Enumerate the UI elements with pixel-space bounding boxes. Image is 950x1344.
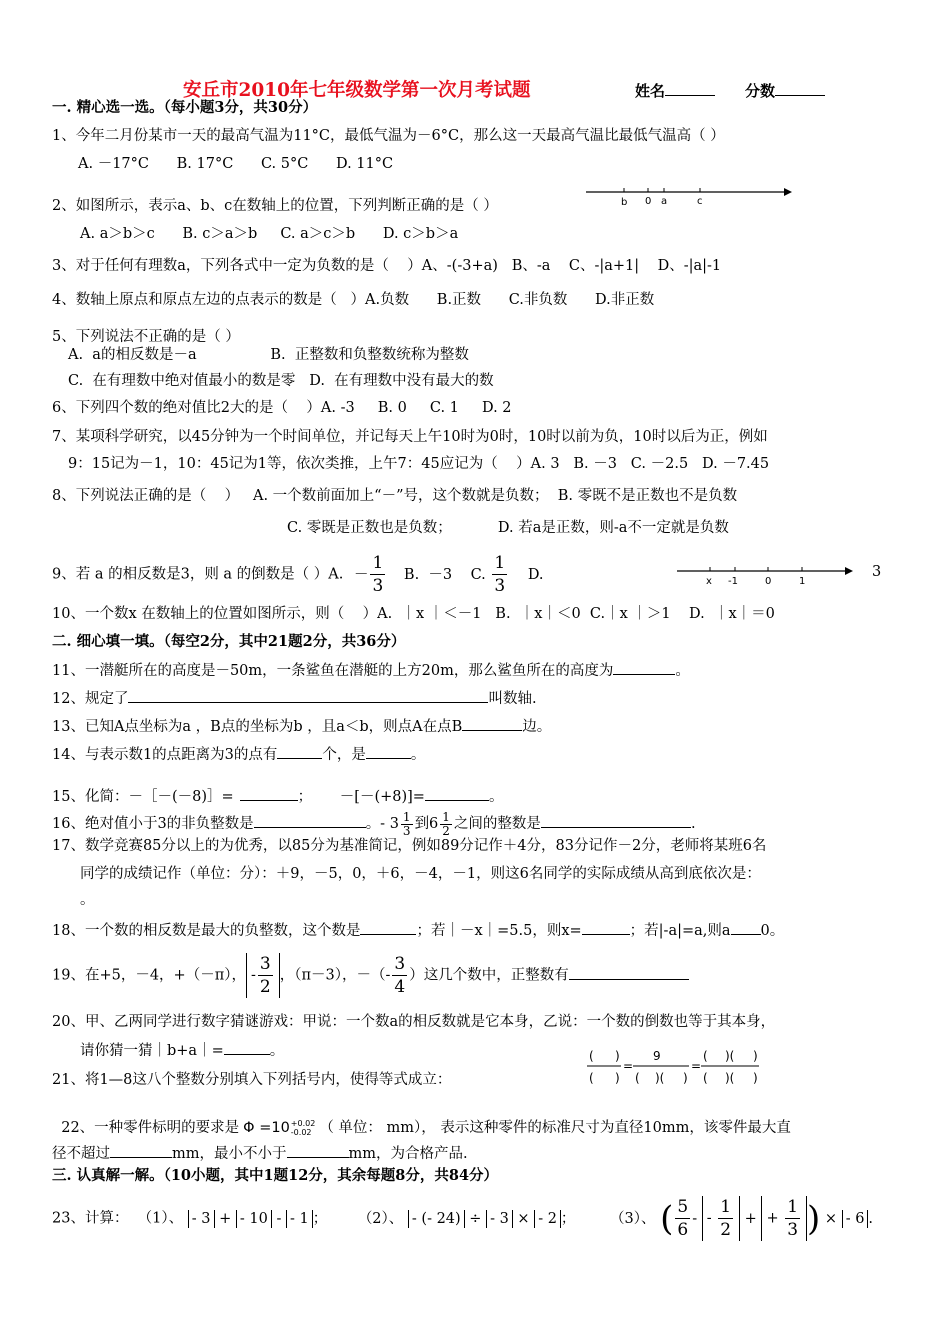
svg-text:)(: )(	[725, 1071, 735, 1085]
question-4: 4、数轴上原点和原点左边的点表示的数是（ ）A.负数 B.正数 C.非负数 D.非正数	[52, 292, 655, 308]
name-label: 姓名	[635, 82, 666, 100]
question-23: 23、计算： （1）、 - 3 + - 10 - - 1 ； （2）、 - (- 24) ÷ - 3 × - 2 ； （3）、 ( $\frac{5}{6}$ - - $\frac{1}{2}$ + + $\frac{1}{3}$ ) × - 6 .	[52, 1197, 874, 1240]
svg-text:): )	[615, 1071, 620, 1085]
question-9: 9、若 a 的相反数是3，则 a 的倒数是（ ）A. － $\frac{1}{3}$ B. －3 C. $\frac{1}{3}$ D.	[52, 553, 544, 596]
question-17-line1: 17、数学竞赛85分以上的为优秀，以85分为基准简记，例如89分记作＋4分，83分记作－2分，老师将某班6名	[52, 838, 767, 854]
svg-text:(: (	[703, 1049, 708, 1063]
score-label: 分数	[745, 82, 776, 100]
question-5-options-cd: C. 在有理数中绝对值最小的数是零 D. 在有理数中没有最大的数	[68, 373, 494, 389]
answer-blank-16a[interactable]	[254, 813, 366, 828]
question-7-line2: 9：15记为－1，10：45记为1等，依次类推，上午7：45应记为（ ）A. 3 B. －3 C. －2.5 D. －7.45	[68, 456, 770, 472]
score-field	[745, 80, 825, 101]
axis-label-x: x	[706, 576, 712, 587]
question-16: 16、绝对值小于3的非负整数是 。- 3 $\frac{1}{3}$ 到6 $\frac{1}{2}$ 之间的整数是 .	[52, 809, 696, 838]
answer-blank-12[interactable]	[128, 688, 488, 703]
answer-blank-14b[interactable]	[366, 744, 411, 759]
fraction-one-half-small: $\frac{1}{2}$	[442, 809, 450, 838]
answer-blank-16b[interactable]	[541, 813, 691, 828]
question-17-line3: 。	[80, 892, 95, 908]
expression-23-1: - 3 + - 10 - - 1 ；	[188, 1211, 327, 1227]
question-19: 19、在+5，－4，+（－π）， - $\frac{3}{2}$ ，（π－3），－（- $\frac{3}{4}$ ）这几个数中，正整数有	[52, 953, 689, 998]
answer-blank-15b[interactable]	[425, 786, 489, 801]
question-22-line2: 径不超过 mm，最小不小于 mm，为合格产品.	[52, 1143, 468, 1164]
svg-text:(: (	[589, 1071, 594, 1085]
answer-blank-14a[interactable]	[277, 744, 322, 759]
question-9-mid: B. －3 C.	[403, 566, 486, 583]
axis-label-one: 1	[799, 576, 806, 587]
axis-label-b: b	[621, 197, 628, 207]
svg-text:(: (	[589, 1049, 594, 1063]
answer-blank-22b[interactable]	[287, 1143, 349, 1158]
question-5-options-ab: A. a的相反数是－a B. 正整数和负整数统称为整数	[68, 347, 469, 363]
svg-text:): )	[683, 1071, 688, 1085]
svg-text:): )	[615, 1049, 620, 1063]
expression-23-2: - (- 24) ÷ - 3 × - 2 ；	[408, 1211, 576, 1227]
number-line-q2	[584, 185, 794, 207]
question-14: 14、与表示数1的点距离为3的点有 个，是 。	[52, 744, 425, 765]
axis-label-zero-2: 0	[765, 576, 772, 587]
question-5: 5、下列说法不正确的是（ ）	[52, 329, 240, 345]
question-9-tail: 3	[872, 564, 882, 580]
question-1: 1、今年二月份某市一天的最高气温为11°C，最低气温为－6°C，那么这一天最高气温比最低气温高（ ）	[52, 128, 725, 144]
fraction-equation-q21	[585, 1044, 765, 1088]
question-7-line1: 7、某项科学研究，以45分钟为一个时间单位，并记每天上午10时为0时，10时以前为负，10时以后为正，例如	[52, 429, 768, 445]
svg-text:)(: )(	[655, 1071, 665, 1085]
svg-text:(: (	[635, 1071, 640, 1085]
svg-text:=: =	[691, 1059, 702, 1073]
question-8-line2: C. 零既是正数也是负数； D. 若a是正数，则-a不一定就是负数	[287, 520, 729, 536]
section-1-heading: 一. 精心选一选。（每小题3分，共30分）	[52, 99, 318, 116]
axis-label-minus-one: -1	[728, 576, 738, 587]
answer-blank-22a[interactable]	[110, 1143, 172, 1158]
axis-label-a: a	[661, 196, 668, 207]
phi-expression: Φ =10 +0.02 -0.02	[243, 1119, 316, 1137]
question-13: 13、已知A点坐标为a ，B点的坐标为b ，且a＜b，则点A在点B 边。	[52, 716, 551, 737]
question-3: 3、对于任何有理数a，下列各式中一定为负数的是（ ）A、-(-3+a) B、-a C、-|a+1| D、-|a|-1	[52, 258, 722, 274]
axis-label-zero: 0	[645, 196, 652, 207]
fraction-one-third: $\frac{1}{3}$	[494, 553, 506, 596]
svg-text:): )	[753, 1049, 758, 1063]
question-1-options: A. －17°C B. 17°C C. 5°C D. 11°C	[78, 156, 394, 172]
answer-blank-20[interactable]	[224, 1040, 270, 1055]
question-9-text: 9、若 a 的相反数是3，则 a 的倒数是（ ）A.	[52, 566, 344, 583]
question-2: 2、如图所示，表示a、b、c在数轴上的位置，下列判断正确的是（ ）	[52, 198, 498, 214]
question-22-line1: 22、一种零件标明的要求是 Φ =10 +0.02 -0.02 （ 单位： mm）， 表示这种零件的标准尺寸为直径10mm，该零件最大直	[61, 1119, 791, 1137]
page-title: 安丘市2010年七年级数学第一次月考试题	[183, 80, 531, 101]
score-blank[interactable]	[775, 81, 825, 96]
question-20-line1: 20、甲、乙两同学进行数字猜谜游戏：甲说：一个数a的相反数就是它本身，乙说：一个数的倒数也等于其本身，	[52, 1014, 776, 1030]
fraction-neg-one-third: $\frac{1}{3}$	[372, 553, 384, 596]
question-9-option-d: D.	[527, 566, 544, 583]
name-blank[interactable]	[665, 81, 715, 96]
question-12: 12、规定了 叫数轴.	[52, 688, 537, 709]
question-6: 6、下列四个数的绝对值比2大的是（ ）A. -3 B. 0 C. 1 D. 2	[52, 400, 512, 416]
numeral-nine: 9	[653, 1049, 661, 1063]
answer-blank-18b[interactable]	[582, 920, 630, 935]
answer-blank-19[interactable]	[569, 965, 689, 980]
expression-23-3: ( $\frac{5}{6}$ - - $\frac{1}{2}$ + + $\frac{1}{3}$ ) × - 6 .	[660, 1197, 874, 1240]
svg-text:(: (	[703, 1071, 708, 1085]
section-2-heading: 二. 细心填一填。（每空2分，其中21题2分，共36分）	[52, 633, 406, 650]
question-8-line1: 8、下列说法正确的是（ ） A. 一个数前面加上“－”号，这个数就是负数； B. 零既不是正数也不是负数	[52, 488, 738, 504]
fraction-one-third-small: $\frac{1}{3}$	[402, 809, 411, 838]
question-17-line2: 同学的成绩记作（单位：分）：＋9，－5，0，＋6，－4，－1，则这6名同学的实际成绩从高到底依次是：	[80, 866, 761, 882]
answer-blank-11[interactable]	[613, 660, 675, 675]
question-20-line2: 请你猜一猜｜b+a｜= 。	[80, 1040, 284, 1061]
answer-blank-18a[interactable]	[360, 920, 416, 935]
fraction-three-quarters: $\frac{3}{4}$	[394, 954, 406, 997]
question-10: 10、一个数x 在数轴上的位置如图所示，则（ ）A. ｜x ｜＜－1 B. ｜x｜＜0 C.｜x ｜＞1 D. ｜x｜＝0	[52, 606, 775, 622]
answer-blank-18c[interactable]	[731, 920, 761, 935]
name-field	[635, 80, 715, 101]
abs-neg-three-halves: - $\frac{3}{2}$	[246, 953, 280, 998]
question-21: 21、将1—8这八个整数分别填入下列括号内，使得等式成立：	[52, 1072, 452, 1088]
answer-blank-13[interactable]	[462, 716, 522, 731]
question-18: 18、一个数的相反数是最大的负整数，这个数是 ；若｜－x｜=5.5，则x= ；若|-a|=a,则a 0。	[52, 920, 784, 941]
question-15: 15、化简：－［－(－8)］= ； －[－(+8)]= 。	[52, 786, 503, 807]
svg-text:): )	[753, 1071, 758, 1085]
section-3-heading: 三. 认真解一解。（10小题，其中1题12分，其余每题8分，共84分）	[52, 1167, 499, 1184]
svg-text:=: =	[623, 1059, 634, 1073]
axis-label-c: c	[697, 196, 703, 207]
number-line-q10	[675, 563, 855, 587]
answer-blank-15a[interactable]	[240, 786, 298, 801]
question-2-options: A. a＞b＞c B. c＞a＞b C. a＞c＞b D. c＞b＞a	[80, 226, 459, 242]
svg-text:)(: )(	[725, 1049, 735, 1063]
question-11: 11、一潜艇所在的高度是－50m，一条鲨鱼在潜艇的上方20m，那么鲨鱼所在的高度为 。	[52, 660, 690, 681]
